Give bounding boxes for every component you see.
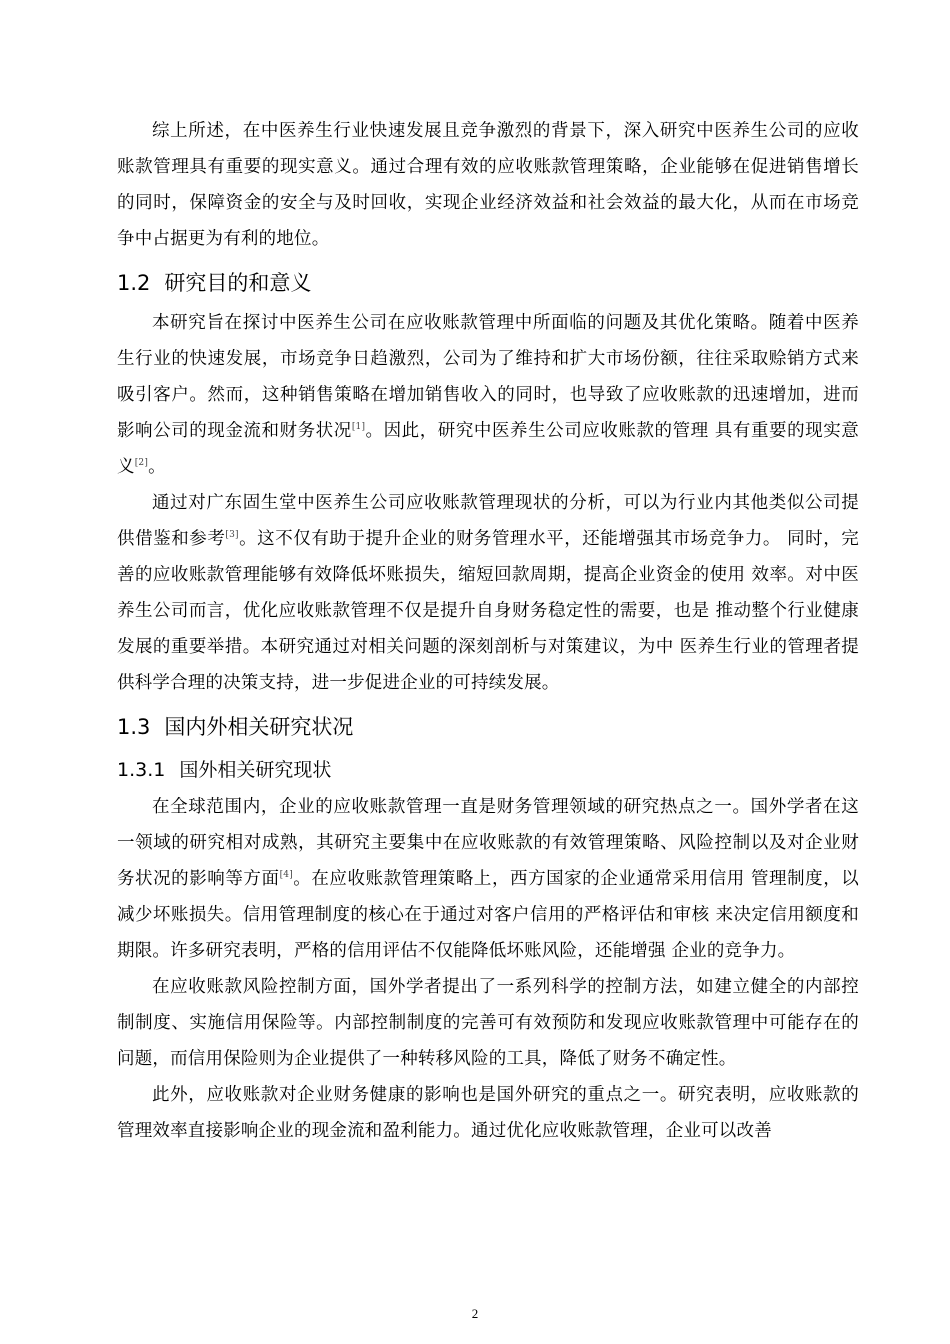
section-heading-1-3	[117, 701, 859, 749]
paragraph-summary-text: 综上所述，在中医养生行业快速发展且竞争激烈的背景下，深入研究中医养生公司的应收账款管理具有重要的现实意义。通过合理有效的应收账款管理策略，企业能够在促进销售增长的同时，保障资金的安全与及时回收，实现企业经济效益和社会效益的最大化，从而在市场竞争中占据更为有利的地位。	[117, 121, 859, 249]
subsection-title: 国外相关研究现状	[179, 759, 332, 781]
paragraph-foreign-research	[117, 789, 859, 969]
paragraph-text: 。在应收账款管理策略上，西方国家的企业通常采用信用 管理制度，以减少坏账损失。信用管理制度的核心在于通过对客户信用的严格评估和审核 来决定信用额度和期限。许多研究表明，严格的信用评估不仅能降低坏账风险，还能增强 企业的竞争力。	[117, 869, 859, 961]
paragraph-summary	[117, 113, 859, 257]
paragraph-text: 此外，应收账款对企业财务健康的影响也是国外研究的重点之一。研究表明，应收账款的管理效率直接影响企业的现金流和盈利能力。通过优化应收账款管理，企业可以改善	[117, 1085, 859, 1141]
paragraph-risk-control	[117, 969, 859, 1077]
section-heading-1-2	[117, 257, 859, 305]
paragraph-text: 通过对广东固生堂中医养生公司应收账款管理现状的分析，可以为行业内其他类似公司提供借鉴和参考	[117, 493, 859, 549]
subsection-heading-1-3-1	[117, 749, 859, 789]
paragraph-text: 在应收账款风险控制方面，国外学者提出了一系列科学的控制方法，如建立健全的内部控制制度、实施信用保险等。内部控制制度的完善可有效预防和发现应收账款管理中可能存在的问题，而信用保险则为企业提供了一种转移风险的工具，降低了财务不确定性。	[117, 977, 859, 1069]
citation-4[interactable]: [4]	[279, 870, 293, 881]
paragraph-text: 在全球范围内，企业的应收账款管理一直是财务管理领域的研究热点之一。国外学者在这一领域的研究相对成熟，其研究主要集中在应收账款的有效管理策略、风险控制以及对企业财务状况的影响等方面	[117, 797, 859, 889]
section-number: 1.3	[117, 715, 151, 739]
paragraph-text: 本研究旨在探讨中医养生公司在应收账款管理中所面临的问题及其优化策略。随着中医养生行业的快速发展，市场竞争日趋激烈，公司为了维持和扩大市场份额，往往采取赊销方式来吸引客户。然而，这种销售策略在增加销售收入的同时，也导致了应收账款的迅速增加，进而影响公司的现金流和财务状况	[117, 313, 859, 441]
paragraph-text: 。因此，研究中医养生公司应收账款的管理 具有重要的现实意义	[117, 421, 859, 477]
paragraph-financial-impact	[117, 1077, 859, 1149]
subsection-number: 1.3.1	[117, 759, 166, 781]
page-number: 2	[471, 1306, 479, 1321]
paragraph-text: 。这不仅有助于提升企业的财务管理水平，还能增强其市场竞争力。 同时，完善的应收账款管理能够有效降低坏账损失，缩短回款周期，提高企业资金的使用 效率。对中医养生公司而言，优化应收账款管理不仅是提升自身财务稳定性的需要，也是 推动整个行业健康发展的重要举措。本研究通过对相关问题的深刻剖析与对策建议，为中 医养生行业的管理者提供科学合理的决策支持，进一步促进企业的可持续发展。	[117, 529, 860, 693]
section-title: 研究目的和意义	[164, 271, 312, 295]
section-title: 国内外相关研究状况	[164, 715, 354, 739]
paragraph-text: 。	[148, 457, 166, 477]
citation-2[interactable]: [2]	[134, 458, 149, 469]
citation-1[interactable]: [1]	[351, 422, 366, 433]
section-number: 1.2	[117, 271, 151, 295]
page-content	[117, 113, 859, 1149]
citation-3[interactable]: [3]	[225, 530, 239, 541]
paragraph-research-purpose	[117, 305, 859, 485]
paragraph-research-significance	[117, 485, 859, 701]
